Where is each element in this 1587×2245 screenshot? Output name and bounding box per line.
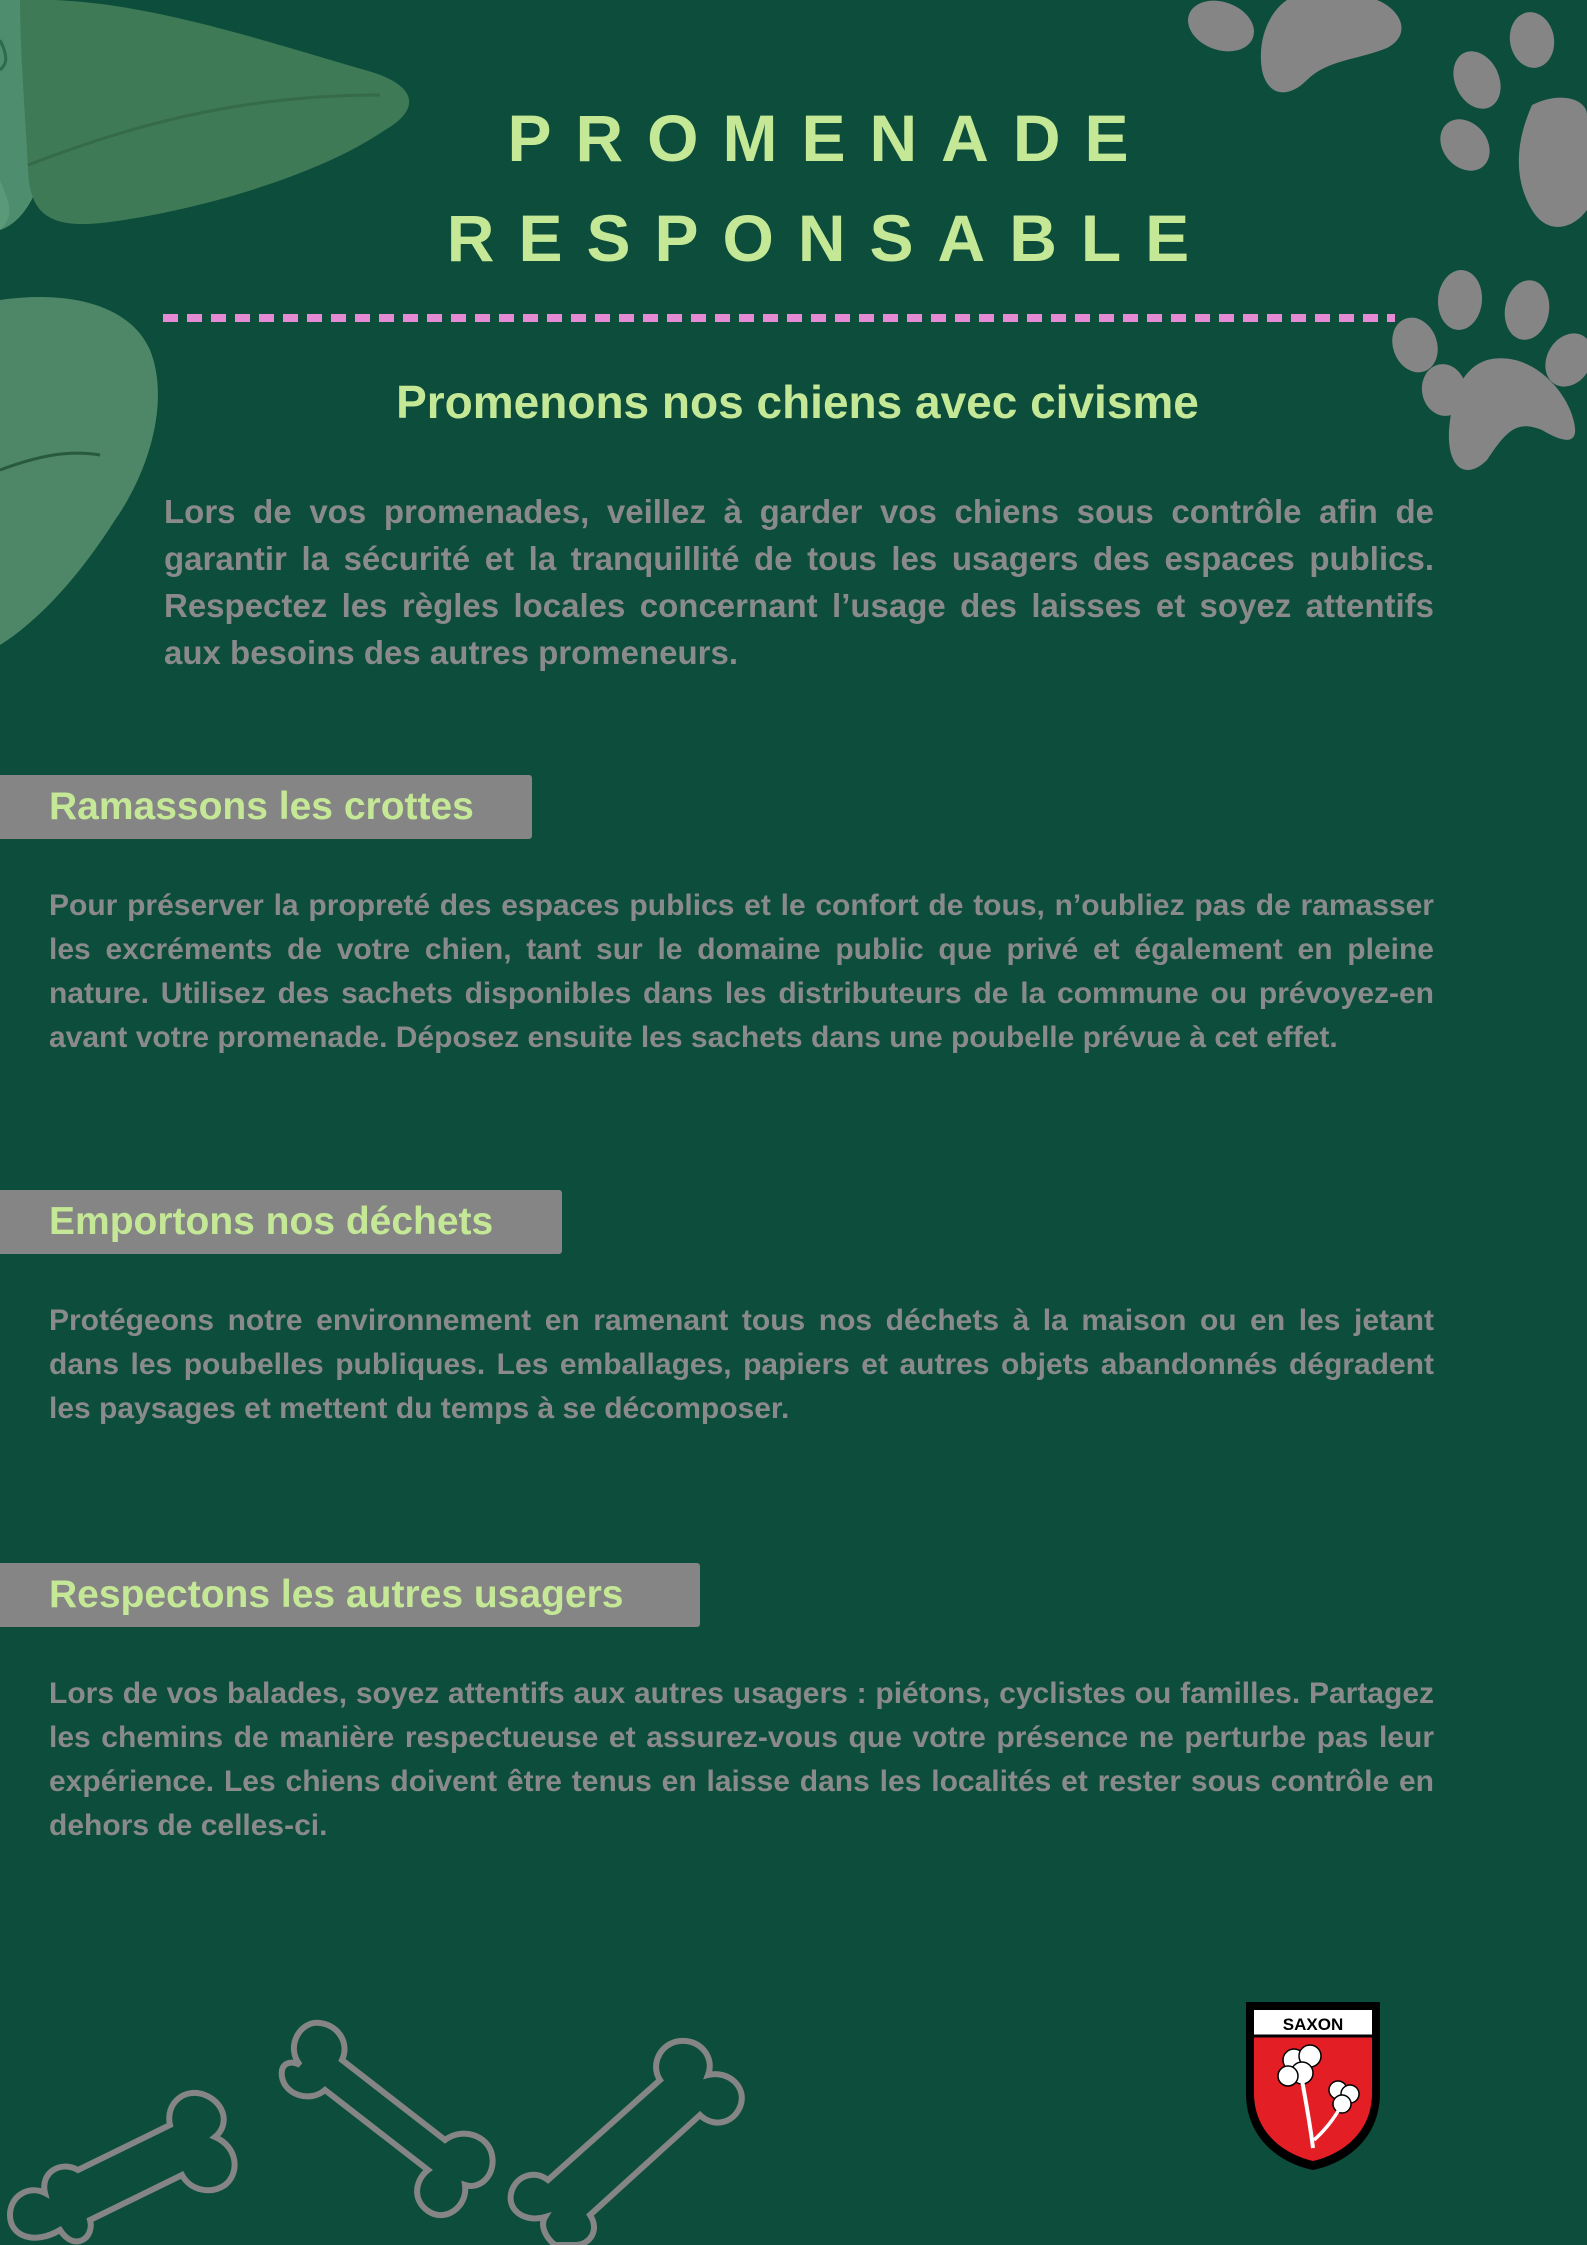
page-title-line-1: PROMENADE <box>507 101 1153 175</box>
page-subtitle: Promenons nos chiens avec civisme <box>396 376 1199 428</box>
section-text-other-users: Lors de vos balades, soyez attentifs aux autres usagers : piétons, cyclistes ou familles. Partagez les chemins de manière respectueuse et assurez-vous que votre présence ne perturbe pas leur expérience. Les chiens doivent être tenus en laisse dans les localités et rester sous contrôle en dehors de celles-ci. <box>49 1677 1434 1842</box>
crest-label: SAXON <box>1282 2015 1344 2034</box>
section-heading-dog-waste: Ramassons les crottes <box>0 775 532 839</box>
section-text-litter: Protégeons notre environnement en ramenant tous nos déchets à la maison ou en les jetant dans les poubelles publiques. Les emballages, papiers et autres objets abandonnés dégradent les paysages et mettent du temps à se décomposer. <box>49 1304 1434 1425</box>
section-heading-other-users: Respectons les autres usagers <box>0 1563 700 1627</box>
dashed-divider <box>163 314 1395 322</box>
intro-paragraph: Lors de vos promenades, veillez à garder vos chiens sous contrôle afin de garantir la sécurité et la tranquillité de tous les usagers des espaces publics. Respectez les règles locales concernant l’usage des laisses et soyez attentifs aux besoins des autres promeneurs. <box>164 493 1434 671</box>
section-text-dog-waste: Pour préserver la propreté des espaces publics et le confort de tous, n’oubliez pas de ramasser les excréments de votre chien, tant sur le domaine public que privé et également en pleine nature. Utilisez des sachets disponibles dans les distributeurs de la commune ou prévoyez-en avant votre promenade. Déposez ensuite les sachets dans une poubelle prévue à cet effet. <box>49 889 1434 1054</box>
page-title-line-2: RESPONSABLE <box>446 201 1214 275</box>
bone-icon <box>0 1975 800 2245</box>
section-heading-litter: Emportons nos déchets <box>0 1190 562 1254</box>
coat-of-arms-icon <box>1242 1998 1384 2174</box>
